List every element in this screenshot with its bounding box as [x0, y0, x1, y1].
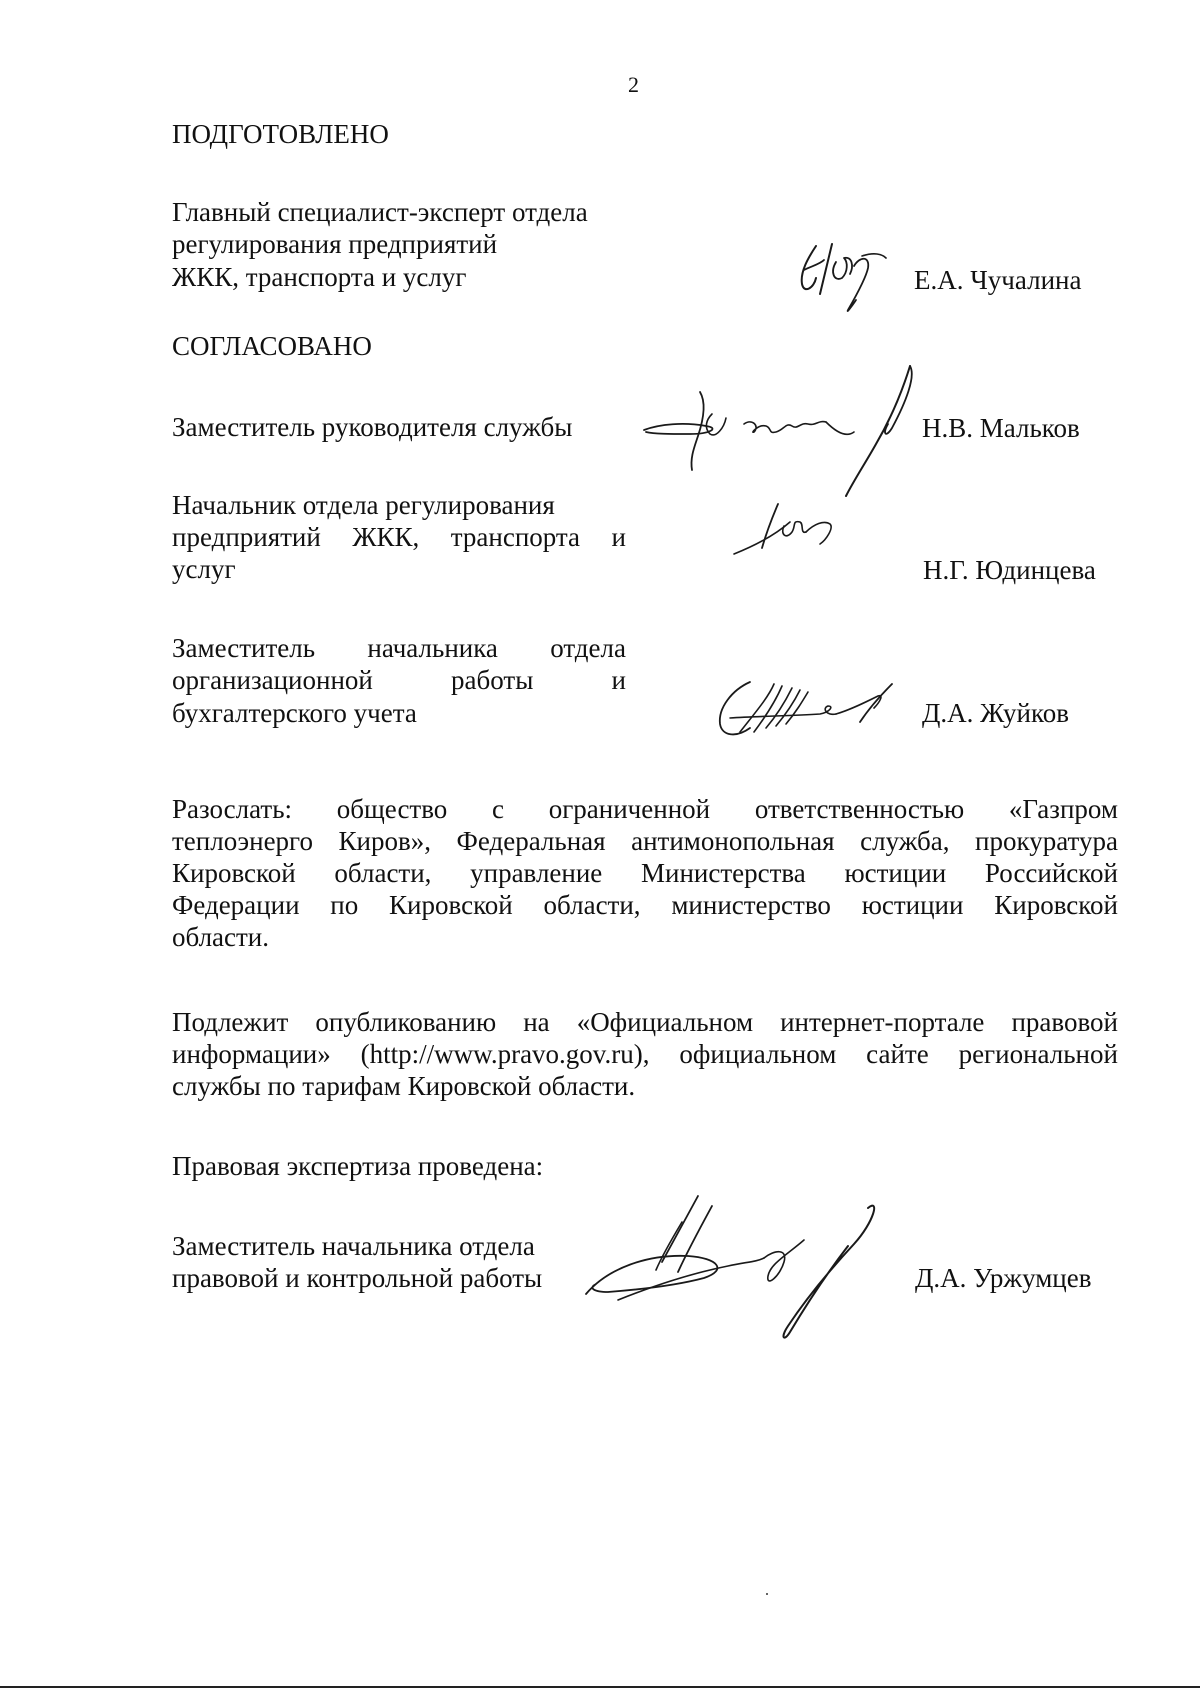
word: интернет-портале	[780, 1007, 985, 1037]
page-number: 2	[628, 72, 639, 97]
signer-yudintseva-name: Н.Г. Юдинцева	[923, 555, 1096, 585]
signer-yudintseva-role-line-1: Начальник отдела регулирования	[172, 490, 555, 520]
prepared-role-line-3: ЖКК, транспорта и услуг	[172, 262, 467, 292]
signature-chuchalina	[790, 236, 900, 316]
word: служба,	[860, 826, 950, 856]
word: Российской	[984, 858, 1118, 888]
word: Кировской	[172, 858, 296, 888]
signer-malkov-role-line-1: Заместитель руководителя службы	[172, 412, 573, 442]
signature-yudintseva	[730, 500, 850, 560]
signer-zhuykov-role-line-3: бухгалтерского учета	[172, 698, 417, 728]
publication-paragraph	[172, 1006, 1118, 1106]
word-2: начальника	[367, 633, 498, 663]
word-1: Заместитель	[172, 633, 316, 663]
distribution-paragraph	[172, 793, 1118, 963]
publication-line-1	[172, 1006, 1118, 1038]
word: области,	[543, 890, 641, 920]
signature-malkov	[640, 362, 950, 502]
word: ограниченной	[548, 794, 711, 824]
distribution-line-4	[172, 889, 1118, 921]
word: области,	[334, 858, 432, 888]
word: Кировской	[389, 890, 513, 920]
word: министерство	[671, 890, 831, 920]
word: официальном	[679, 1039, 837, 1069]
signer-yudintseva-role-line-2	[172, 521, 626, 553]
word-3: транспорта	[450, 522, 581, 552]
word-2: ЖКК,	[352, 522, 420, 552]
word: юстиции	[844, 858, 947, 888]
word: опубликованию	[315, 1007, 497, 1037]
publication-line-2	[172, 1038, 1118, 1070]
signature-zhuykov	[710, 676, 920, 746]
signer-zhuykov-name: Д.А. Жуйков	[922, 698, 1069, 728]
distribution-line-3	[172, 857, 1118, 889]
signer-zhuykov-role-line-1	[172, 632, 626, 664]
legal-review-role-line-2: правовой и контрольной работы	[172, 1263, 543, 1293]
prepared-heading: ПОДГОТОВЛЕНО	[172, 119, 389, 149]
word: сайте	[866, 1039, 929, 1069]
word: юстиции	[861, 890, 964, 920]
prepared-signer-name: Е.А. Чучалина	[914, 265, 1082, 295]
word: Подлежит	[172, 1007, 289, 1037]
word-3: отдела	[550, 633, 626, 663]
word: по	[330, 890, 359, 920]
agreed-heading: СОГЛАСОВАНО	[172, 331, 372, 361]
legal-review-signer-name: Д.А. Уржумцев	[915, 1263, 1092, 1293]
distribution-line-1	[172, 793, 1118, 825]
distribution-line-2	[172, 825, 1118, 857]
signer-yudintseva-role-line-3: услуг	[172, 554, 236, 584]
legal-review-heading: Правовая экспертиза проведена:	[172, 1151, 544, 1181]
word: ответственностью	[754, 794, 965, 824]
word: Федеральная	[456, 826, 606, 856]
word: правовой	[1011, 1007, 1118, 1037]
url-text: (http://www.pravo.gov.ru),	[360, 1039, 650, 1069]
distribution-label: Разослать:	[172, 794, 293, 824]
word: региональной	[958, 1039, 1118, 1069]
word: антимонопольная	[631, 826, 835, 856]
word: «Газпром	[1008, 794, 1118, 824]
scan-speck	[766, 1593, 768, 1595]
prepared-role-line-1: Главный специалист-эксперт отдела	[172, 197, 588, 227]
word: Министерства	[640, 858, 806, 888]
word: прокуратура	[975, 826, 1118, 856]
word: с	[492, 794, 504, 824]
word: «Официальном	[576, 1007, 754, 1037]
word-1: организационной	[172, 665, 373, 695]
word: на	[523, 1007, 550, 1037]
signer-zhuykov-role-line-2	[172, 664, 626, 696]
word-3: и	[611, 665, 626, 695]
word: Кировской	[994, 890, 1118, 920]
signature-urzhumtsev	[578, 1192, 888, 1352]
word: общество	[336, 794, 448, 824]
bottom-rule	[0, 1686, 1200, 1688]
legal-review-role-line-1: Заместитель начальника отдела	[172, 1231, 535, 1261]
word: области.	[172, 922, 270, 952]
word: Федерации	[172, 890, 300, 920]
prepared-role-line-2: регулирования предприятий	[172, 229, 498, 259]
word-2: работы	[451, 665, 534, 695]
signer-malkov-name: Н.В. Мальков	[922, 413, 1080, 443]
distribution-line-5	[172, 921, 1118, 953]
word: информации»	[172, 1039, 331, 1069]
word: Киров»,	[338, 826, 431, 856]
word-4: и	[611, 522, 626, 552]
word: управление	[470, 858, 603, 888]
word-1: предприятий	[172, 522, 321, 552]
publication-line-3: службы по тарифам Кировской области.	[172, 1071, 636, 1101]
word: теплоэнерго	[172, 826, 313, 856]
